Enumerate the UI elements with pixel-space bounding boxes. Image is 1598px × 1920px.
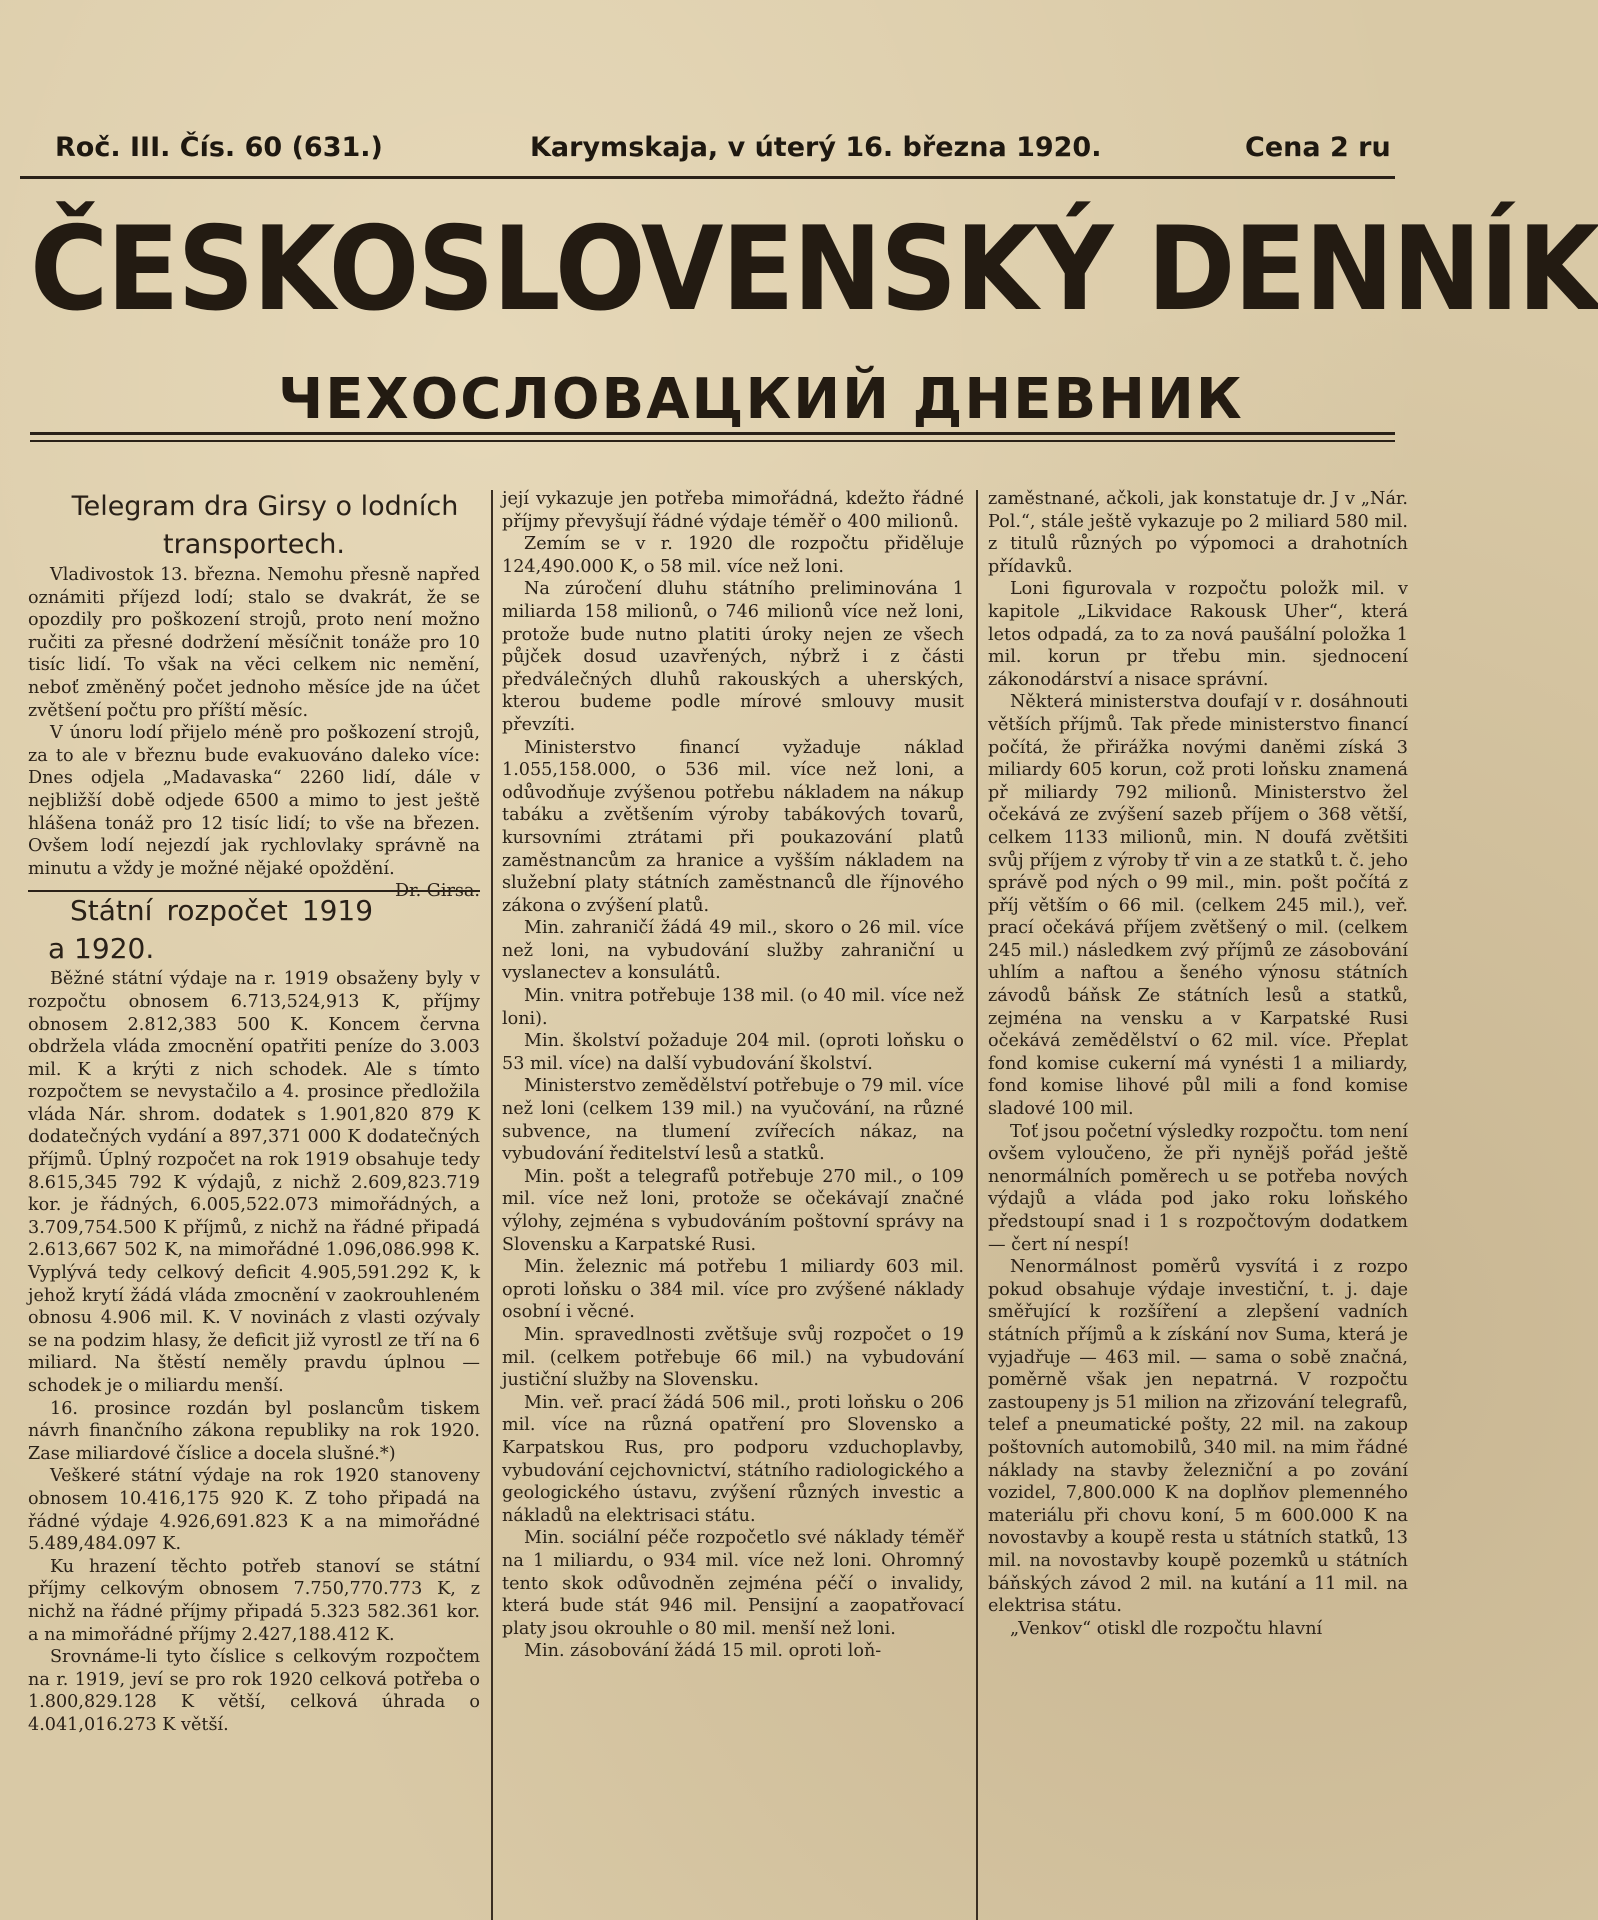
telegram-paragraph: V únoru lodí přijelo méně pro poškození strojů, za to ale v březnu bude evakuováno daleko více: Dnes odjela „Madavaska“ 2260 lidí, dále v nejbližší době odjede 6500 a mimo to jest ještě hlášena tonáž pro 12 tisíc lidí; to vše na březen. Ovšem lodí nejezdí jak rychlovlaky správně na minutu a vždy je možné nějaké opoždění. Dr. Girsa. [28, 723, 480, 902]
price: Cena 2 ru [1245, 132, 1391, 163]
budget-paragraph: Na zúročení dluhu státního preliminována 1 miliarda 158 milionů, o 746 milionů více než loni, protože bude nutno platiti úroky nejen ze všech půjček dosud uzavřených, nýbrž i z části předválečných dluhů rakouských a uherských, kterou budeme podle mírové smlouvy musit převzíti. [502, 579, 964, 735]
telegram-signature: Dr. Girsa. [395, 881, 480, 902]
budget-paragraph: Ministerstvo financí vyžaduje náklad 1.055,158.000, o 536 mil. více než loni, a odůvodňuje zvýšenou potřebu nákladem na nákup tabáku a zvětšením výroby tabákových tovarů, kursovními ztrátami při poukazování platů zaměstnancům za hranice a vyšším nákladem na služební platy státních zaměstnanců dle říjnového zákona o zvýšení platů. [502, 737, 964, 916]
budget-paragraph: Ministerstvo zemědělství potřebuje o 79 mil. více než loni (celkem 139 mil.) na vyučování, na různé subvence, na tlumení zvířecích nákaz, na vybudování ředitelství lesů a statků. [502, 1076, 964, 1165]
column-rule-2 [976, 490, 978, 1920]
budget-paragraph: Min. veř. prací žádá 506 mil., proti loňsku o 206 mil. více na různá opatření pro Slovensko a Karpatskou Rus, pro podporu vzduchoplavby, vybudování cejchovnictví, státního radiologického a geologického ústavu, zvýšení různých investic a nákladů na elektrisaci státu. [502, 1392, 964, 1526]
budget-paragraph: Min. zásobování žádá 15 mil. oproti loň- [524, 1641, 882, 1662]
column-rule-1 [491, 490, 493, 1920]
budget-paragraph: Srovnáme-li tyto číslice s celkovým rozpočtem na r. 1919, jeví se pro rok 1920 celková potřeba o 1.800,829.128 K větší, celková úhrada o 4.041,016.273 K větší. [28, 1647, 480, 1735]
budget-paragraph: Toť jsou početní výsledky rozpočtu. tom není ovšem vyloučeno, že při nynějš pořád ještě nenormálních poměrech u se potřeba nových výdajů a vláda pod jako roku loňského předstoupí snad i 1 s rozpočtovým dodatkem — čert ní nespí! [988, 1121, 1408, 1255]
masthead-title: ČESKOSLOVENSKÝ DENNÍK [30, 202, 1598, 337]
budget-paragraph: Min. spravedlnosti zvětšuje svůj rozpočet o 19 mil. (celkem potřebuje 66 mil.) na vybudování justiční služby na Slovensku. [502, 1324, 964, 1391]
column-2 [502, 488, 964, 1920]
issue-header [55, 132, 1395, 172]
budget-paragraph: Min. školství požaduje 204 mil. (oproti loňsku o 53 mil. více) na další vybudování školství. [502, 1031, 964, 1074]
budget-paragraph: Zemím se v r. 1920 dle rozpočtu přiděluje 124,490.000 K, o 58 mil. více než loni. [502, 534, 964, 577]
telegram-paragraph: Vladivostok 13. března. Nemohu přesně napřed oznámiti příjezd lodí; stalo se dvakrát, že se opozdily pro poškození strojů, proto není možno ručiti za přesné dodržení měsíčnit tonáže pro 10 tisíc lidí. To však na věci celkem nic nemění, neboť změněný počet jednoho měsíce jde na účet zvětšení počtu pro příští měsíc. [28, 565, 480, 721]
budget-paragraph: Min. sociální péče rozpočetlo své náklady téměř na 1 miliardu, o 934 mil. více než loni. Ohromný tento skok odůvodněn zejména péčí o invalidy, která bude stát 946 mil. Pensijní a zaopatřovací platy jsou okrouhle o 80 mil. menší než loni. [502, 1528, 964, 1639]
column-1 [28, 488, 480, 1920]
budget-paragraph: Ku hrazení těchto potřeb stanoví se státní příjmy celkovým obnosem 7.750,770.773 K, z nichž na řádné příjmy připadá 5.323 582.361 kor. a na mimořádné příjmy 2.427,188.412 K. [28, 1556, 480, 1645]
budget-paragraph: „Venkov“ otiskl dle rozpočtu hlavní [1010, 1618, 1323, 1639]
budget-paragraph: zaměstnané, ačkoli, jak konstatuje dr. J v „Nár. Pol.“, stále ještě vykazuje po 2 miliard 580 mil. z titulů různých po výpomoci a drahotních přídavků. [988, 489, 1408, 577]
column-3 [988, 488, 1408, 1920]
budget-paragraph: Min. železnic má potřebu 1 miliardy 603 mil. oproti loňsku o 384 mil. více pro zvýšené náklady osobní i věcné. [502, 1257, 964, 1323]
budget-paragraph: Loni figurovala v rozpočtu položk mil. v kapitole „Likvidace Rakousk Uher“, která letos odpadá, za to za nová paušální položka 1 mil. korun pr třebu min. sjednocení zákonodárství a nisace správní. [988, 579, 1408, 690]
telegram-title: Telegram dra Girsy o lodních transportech. [71, 491, 459, 560]
budget-paragraph: Min. vnitra potřebuje 138 mil. (o 40 mil. více než loni). [502, 986, 964, 1029]
budget-paragraph: její vykazuje jen potřeba mimořádná, kdežto řádné příjmy převyšují řádné výdaje téměř o 400 milionů. [502, 489, 964, 532]
header-rule [20, 176, 1395, 179]
budget-paragraph: Min. zahraničí žádá 49 mil., skoro o 26 mil. více než loni, na vybudování služby zahraniční u vyslanectev a konsulátů. [502, 918, 964, 984]
budget-paragraph: Veškeré státní výdaje na rok 1920 stanoveny obnosem 10.416,175 920 K. Z toho připadá na řádné výdaje 4.926,691.823 K a na mimořádné 5.489,484.097 K. [28, 1466, 480, 1555]
masthead-subtitle: ЧЕХОСЛОВАЦКИЙ ДНЕВНИК [278, 367, 1244, 432]
dateline: Karymskaja, v úterý 16. března 1920. [530, 132, 1102, 163]
masthead-rule-bottom [30, 440, 1395, 442]
budget-paragraph: Běžné státní výdaje na r. 1919 obsaženy byly v rozpočtu obnosem 6.713,524,913 K, příjmy obnosem 2.812,383 500 K. Koncem června obdržela vláda zmocnění opatřiti peníze do 3.003 mil. K a krýti z nich schodek. Ale s tímto rozpočtem se nevystačilo a 4. prosince předložila vláda Nár. shrom. dodatek s 1.901,820 879 K dodatečných vydání a 897,371 000 K dodatečných příjmů. Úplný rozpočet na rok 1919 obsahuje tedy 8.615,345 792 K výdajů, z nichž 2.609,823.719 kor. je řádných, 6.005,522.073 mimořádných, a 3.709,754.500 K příjmů, z nichž na řádné připadá 2.613,667 502 K, na mimořádné 1.096,086.998 K. Vyplývá tedy celkový deficit 4.905,591.292 K, k jehož krytí žádá vláda zmocnění v zaokrouhleném obnosu 4.906 mil. K. V novinách z vlasti ozývaly se na podzim hlasy, že deficit již vyrostl ze tří na 6 miliard. Na štěstí neměly pravdu úplnou — schodek je o miliardu menší. [28, 969, 480, 1396]
budget-paragraph: 16. prosince rozdán byl poslancům tiskem návrh finančního zákona republiky na rok 1920. Zase miliardové číslice a docela slušné.*) [28, 1398, 480, 1464]
budget-paragraph: Min. pošt a telegrafů potřebuje 270 mil., o 109 mil. více než loni, protože se očekávají značné výlohy, zejména s vybudováním poštovní správy na Slovensku a Karpatské Rusi. [502, 1166, 964, 1255]
issue-number: Roč. III. Čís. 60 (631.) [55, 132, 383, 163]
budget-paragraph: Nenormálnost poměrů vysvítá i z rozpo pokud obsahuje výdaje investiční, t. j. daje směřující k rozšíření a zlepšení vadních státních příjmů a k získání nov Suma, která je vyjadřuje — 463 mil. — sama o sobě značná, poměrně však jen nepatrná. V rozpočtu zastoupeny js 51 milion na zřizování telegrafů, telef a pneumatické pošty, 22 mil. na zakoup poštovních automobilů, 340 mil. na mim řádné náklady na stavby železniční a po zování vozidel, 7,800.000 K na doplňov plemenného materiálu při chovu koní, 5 m 600.000 K na novostavby a koupě resta u státních statků, 13 mil. na novostavby koupě pozemků u státních báňských závod 2 mil. na kutání a 11 mil. na elektrisa státu. [988, 1257, 1408, 1617]
budget-title: Státní rozpočet 1919 a 1920. [48, 894, 374, 966]
budget-paragraph: Některá ministerstva doufají v r. dosáhnouti větších příjmů. Tak přede ministerstvo financí počítá, že přirážka novými daněmi získá 3 miliardy 605 korun, což proti loňsku znamená př miliardy 792 milionů. Ministerstvo žel očekává ze zvýšení sazeb příjem o 368 větší, celkem 1133 milionů, min. N doufá zvětšiti svůj příjem z výroby tř vin a ze statků t. č. jeho správě pod ných o 99 mil., min. pošt počítá z příj větším o 66 mil. (celkem 245 mil.), veř. prací očekává příjem zvětšený o mil. (celkem 245 mil.) následkem zvý příjmů ze zásobování uhlím a naftou a šeného výnosu státních závodů báňsk Ze státních lesů a statků, zejména na vensku a v Karpatské Rusi očekává zemědělství o 62 mil. více. Přeplat fond komise cukerní má vynésti 1 a miliardy, fond komise lihové půl mili a fond komise sladové 100 mil. [988, 692, 1408, 1120]
masthead-rule-top [30, 432, 1395, 435]
